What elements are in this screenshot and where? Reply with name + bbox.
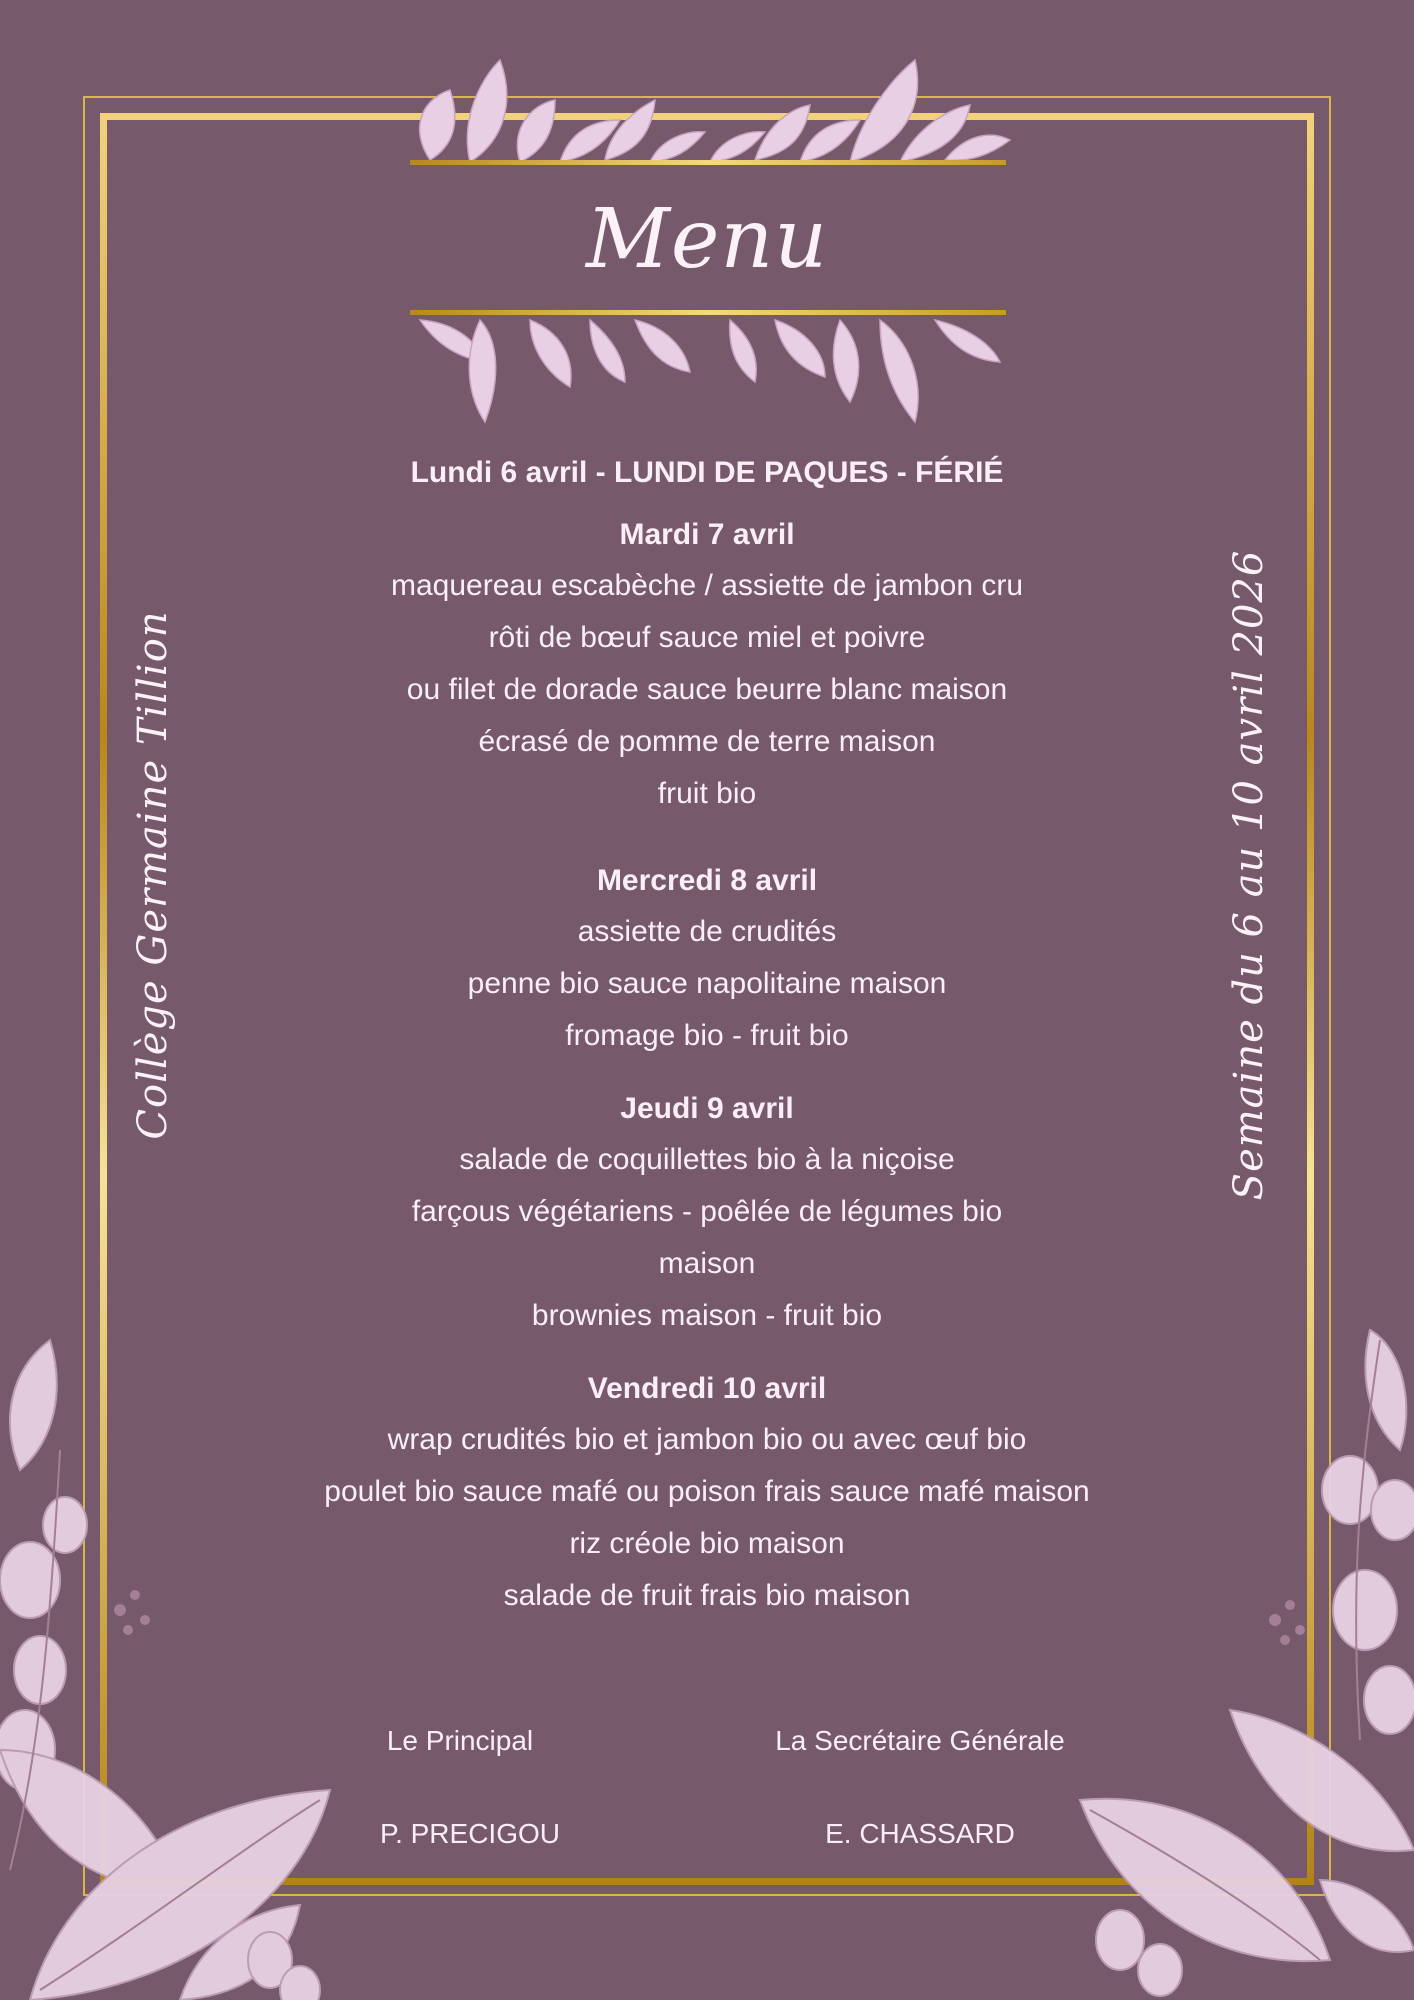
menu-title: Menu	[585, 192, 829, 287]
dish-line: maquereau escabèche / assiette de jambon cru	[390, 569, 1024, 602]
week-label: Semaine du 6 au 10 avril 2026	[1226, 549, 1272, 1201]
secretary-role: La Secrétaire Générale	[775, 1725, 1065, 1756]
dish-line: poulet bio sauce mafé ou poison frais sauce mafé maison	[324, 1475, 1090, 1508]
day-tuesday	[207, 510, 1207, 820]
day-heading: Lundi 6 avril - LUNDI DE PAQUES - FÉRIÉ	[410, 456, 1004, 489]
dish-line: salade de fruit frais bio maison	[503, 1579, 911, 1612]
top-floral-garland	[390, 50, 1030, 170]
dish-line: fruit bio	[657, 777, 757, 810]
school-name: Collège Germaine Tillion	[130, 610, 176, 1140]
dish-line: penne bio sauce napolitaine maison	[467, 967, 947, 1000]
dish-line: assiette de crudités	[577, 915, 837, 948]
dish-line: écrasé de pomme de terre maison	[478, 725, 936, 758]
dish-line: wrap crudités bio et jambon bio ou avec œuf bio	[387, 1423, 1027, 1456]
title-floral-garland	[390, 312, 1030, 427]
day-heading: Vendredi 10 avril	[587, 1372, 827, 1405]
day-monday	[207, 448, 1207, 498]
dish-line: brownies maison - fruit bio	[531, 1299, 883, 1332]
day-heading: Jeudi 9 avril	[620, 1092, 794, 1125]
dish-line: ou filet de dorade sauce beurre blanc maison	[406, 673, 1008, 706]
principal-role: Le Principal	[386, 1725, 534, 1756]
bottom-left-foliage	[0, 1330, 360, 2000]
secretary-name: E. CHASSARD	[825, 1818, 1015, 1849]
day-thursday	[207, 1084, 1207, 1342]
day-wednesday	[207, 856, 1207, 1062]
dish-line: fromage bio - fruit bio	[565, 1019, 849, 1052]
dish-line: riz créole bio maison	[569, 1527, 845, 1560]
dish-line: farçous végétariens - poêlée de légumes bio	[411, 1195, 1003, 1228]
day-heading: Mardi 7 avril	[619, 518, 795, 551]
principal-name: P. PRECIGOU	[380, 1818, 560, 1849]
top-gold-bar	[410, 160, 1006, 165]
dish-line: rôti de bœuf sauce miel et poivre	[488, 621, 926, 654]
day-heading: Mercredi 8 avril	[596, 864, 818, 897]
dish-line: maison	[658, 1247, 756, 1280]
dish-line: salade de coquillettes bio à la niçoise	[459, 1143, 955, 1176]
bottom-right-foliage	[1060, 1320, 1414, 2000]
